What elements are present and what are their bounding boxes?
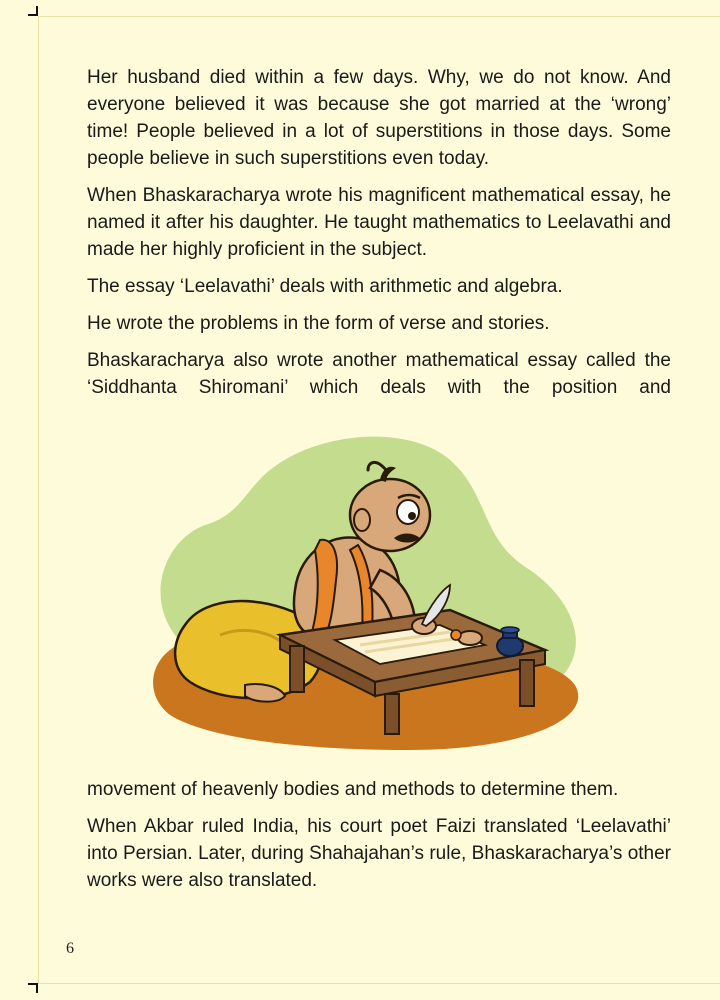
paragraph: movement of heavenly bodies and methods to determine them. xyxy=(87,779,619,800)
page-number: 6 xyxy=(66,940,74,957)
table-leg xyxy=(290,646,304,692)
crop-mark-bottom-left-vertical xyxy=(36,983,38,993)
scholar-writing-illustration xyxy=(150,420,590,765)
body-text-bottom xyxy=(87,776,671,904)
table-leg xyxy=(520,660,534,706)
table-leg xyxy=(385,694,399,734)
paragraph: He wrote the problems in the form of verse and stories. xyxy=(87,313,550,334)
paragraph: When Akbar ruled India, his court poet Faizi translated ‘Leelavathi’ into Persian. Later, during Shahajahan’s rule, Bhaskaracharya’s other works were also translated. xyxy=(87,816,671,891)
page-guide-bottom xyxy=(38,983,720,984)
page-guide-left xyxy=(38,16,39,984)
page-guide-top xyxy=(38,16,720,17)
paragraph: Her husband died within a few days. Why, we do not know. And everyone believed it was because she got married at the ‘wrong’ time! People believed in a lot of superstitions in those days. Some people believe in such superstitions even today. xyxy=(87,67,671,169)
paragraph: Bhaskaracharya also wrote another mathematical essay called the ‘Siddhanta Shiromani’ which deals with the position and xyxy=(87,350,671,398)
body-text-top xyxy=(87,64,671,411)
crop-mark-top-left-vertical xyxy=(36,6,38,16)
paragraph: The essay ‘Leelavathi’ deals with arithmetic and algebra. xyxy=(87,276,563,297)
paragraph: When Bhaskaracharya wrote his magnificent mathematical essay, he named it after his daughter. He taught mathematics to Leelavathi and made her highly proficient in the subject. xyxy=(87,185,671,260)
ink-pot-icon xyxy=(497,627,523,656)
